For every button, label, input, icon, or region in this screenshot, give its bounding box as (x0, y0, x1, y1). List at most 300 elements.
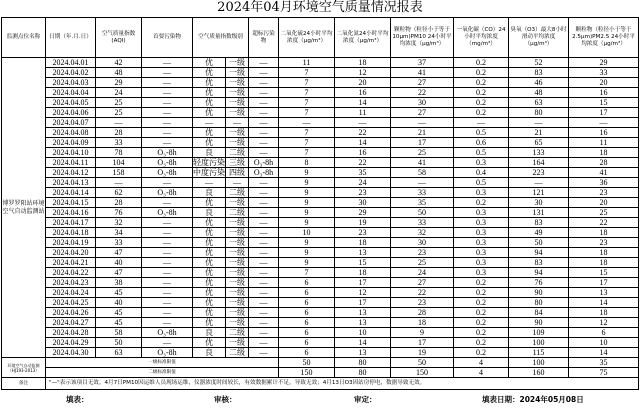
limit-o3-cell: 100 (509, 358, 569, 368)
aqi-cell: 25 (96, 98, 142, 108)
pm25-cell: 29 (569, 58, 639, 68)
no2-cell: 12 (335, 288, 391, 298)
pm25-cell: 28 (569, 158, 639, 168)
primary-pollutant-cell: — (142, 318, 193, 328)
category-cell: 优 (193, 88, 226, 98)
level-cell: 一级 (226, 228, 249, 238)
limit-label-cell: 一级标准限值 (46, 358, 279, 368)
o3-cell: 48 (509, 88, 569, 98)
pm10-cell: 32 (391, 228, 454, 238)
table-row (2, 288, 639, 298)
date-cell: 2024.04.25 (46, 298, 96, 308)
no2-cell: 23 (335, 188, 391, 198)
level-cell: 一级 (226, 68, 249, 78)
date-cell: 2024.04.01 (46, 58, 96, 68)
level-cell: 二级 (226, 148, 249, 158)
o3-cell: 21 (509, 128, 569, 138)
header-level: 空气质量指数级别 (193, 18, 249, 58)
report-table (1, 17, 639, 390)
level-cell: 一级 (226, 268, 249, 278)
category-cell: 良 (193, 208, 226, 218)
o3-cell: 90 (509, 288, 569, 298)
aqi-cell: 24 (96, 88, 142, 98)
category-cell: 优 (193, 248, 226, 258)
so2-cell: 6 (279, 318, 335, 328)
table-row (2, 148, 639, 158)
date-cell: 2024.04.03 (46, 78, 96, 88)
primary-pollutant-cell: — (142, 98, 193, 108)
category-cell: 优 (193, 218, 226, 228)
category-cell: — (193, 178, 226, 188)
primary-pollutant-cell: — (142, 258, 193, 268)
date-cell: 2024.04.10 (46, 148, 96, 158)
pm10-cell: 17 (391, 338, 454, 348)
co-cell: 0.2 (454, 108, 509, 118)
exceed-cell: — (249, 198, 279, 208)
o3-cell: 84 (509, 308, 569, 318)
co-cell: 0.2 (454, 288, 509, 298)
date-cell: 2024.04.30 (46, 348, 96, 358)
pm10-cell: 58 (391, 168, 454, 178)
o3-cell: 90 (509, 318, 569, 328)
so2-cell: 6 (279, 278, 335, 288)
reviewed-by-label: 审核： (214, 395, 237, 404)
level-cell: 一级 (226, 108, 249, 118)
co-cell: 0.3 (454, 158, 509, 168)
date-cell: 2024.04.22 (46, 268, 96, 278)
exceed-cell: — (249, 248, 279, 258)
level-cell: 一级 (226, 138, 249, 148)
primary-pollutant-cell: — (142, 78, 193, 88)
primary-pollutant-cell: — (142, 308, 193, 318)
o3-cell: — (509, 178, 569, 188)
aqi-cell: 28 (96, 128, 142, 138)
pm25-cell: 41 (569, 168, 639, 178)
pm25-cell: 16 (569, 128, 639, 138)
category-cell: 优 (193, 258, 226, 268)
pm25-cell: 6 (569, 328, 639, 338)
primary-pollutant-cell: — (142, 218, 193, 228)
exceed-cell: O₃-8h (249, 168, 279, 178)
so2-cell: 6 (279, 288, 335, 298)
aqi-cell: 32 (96, 218, 142, 228)
category-cell: 优 (193, 68, 226, 78)
exceed-cell: — (249, 308, 279, 318)
category-cell: 优 (193, 308, 226, 318)
level-cell: 一级 (226, 58, 249, 68)
pm10-cell: 33 (391, 188, 454, 198)
o3-cell: 83 (509, 258, 569, 268)
so2-cell: 9 (279, 198, 335, 208)
pm25-cell: 17 (569, 278, 639, 288)
no2-cell: 22 (335, 128, 391, 138)
exceed-cell: — (249, 268, 279, 278)
category-cell: 良 (193, 148, 226, 158)
category-cell: 优 (193, 98, 226, 108)
table-row (2, 88, 639, 98)
pm25-cell: 18 (569, 148, 639, 158)
no2-cell: 15 (335, 258, 391, 268)
o3-cell: 50 (509, 238, 569, 248)
date-cell: 2024.04.07 (46, 118, 96, 128)
category-cell: 优 (193, 58, 226, 68)
level-cell: 一级 (226, 238, 249, 248)
date-cell: 2024.04.09 (46, 138, 96, 148)
pm10-cell: 50 (391, 208, 454, 218)
co-cell: 0.6 (454, 138, 509, 148)
o3-cell: 94 (509, 268, 569, 278)
no2-cell: 23 (335, 228, 391, 238)
level-cell: 一级 (226, 308, 249, 318)
level-cell: 一级 (226, 78, 249, 88)
fill-by (66, 395, 89, 405)
pm25-cell: — (569, 118, 639, 128)
pm10-cell: 30 (391, 98, 454, 108)
exceed-cell: — (249, 258, 279, 268)
pm25-cell: 23 (569, 188, 639, 198)
primary-pollutant-cell: — (142, 198, 193, 208)
primary-pollutant-cell: O₃-8h (142, 188, 193, 198)
table-row (2, 98, 639, 108)
so2-cell: 6 (279, 338, 335, 348)
header-co: 一氧化碳（CO）24小时平均浓度（mg/m³） (454, 18, 509, 58)
pm25-cell: 25 (569, 208, 639, 218)
exceed-cell: — (249, 148, 279, 158)
fill-date-label: 填表日期： (482, 395, 520, 404)
aqi-cell: — (96, 178, 142, 188)
o3-cell: 46 (509, 78, 569, 88)
exceed-cell: — (249, 88, 279, 98)
co-cell: 0.5 (454, 178, 509, 188)
o3-cell: 65 (509, 138, 569, 148)
no2-cell: 18 (335, 58, 391, 68)
aqi-cell: 62 (96, 188, 142, 198)
o3-cell: 133 (509, 148, 569, 158)
level-cell: 一级 (226, 128, 249, 138)
no2-cell: 16 (335, 88, 391, 98)
pm10-cell: 25 (391, 148, 454, 158)
co-cell: 0.2 (454, 328, 509, 338)
table-row (2, 248, 639, 258)
pm25-cell: 13 (569, 288, 639, 298)
pm10-cell: 27 (391, 78, 454, 88)
no2-cell: 35 (335, 168, 391, 178)
pm10-cell: 22 (391, 88, 454, 98)
fill-date-value: 2024年05月08日 (519, 395, 584, 404)
no2-cell: 11 (335, 108, 391, 118)
aqi-cell: 104 (96, 158, 142, 168)
aqi-cell: 50 (96, 338, 142, 348)
limit-co-cell: 4 (454, 368, 509, 378)
aqi-cell: 25 (96, 108, 142, 118)
primary-pollutant-cell: — (142, 288, 193, 298)
exceed-cell: — (249, 128, 279, 138)
exceed-cell: — (249, 188, 279, 198)
page-title: 2024年04月环境空气质量情况报表 (217, 0, 423, 15)
pm25-cell: 15 (569, 268, 639, 278)
so2-cell: 6 (279, 308, 335, 318)
pm10-cell: 23 (391, 248, 454, 258)
category-cell: 轻度污染 (193, 158, 225, 167)
o3-cell: 100 (509, 338, 569, 348)
aqi-cell: — (96, 118, 142, 128)
aqi-cell: 40 (96, 298, 142, 308)
o3-cell: 30 (509, 198, 569, 208)
remark-label: 备注 (2, 378, 46, 390)
exceed-cell: — (249, 208, 279, 218)
pm25-cell: 12 (569, 318, 639, 328)
table-row (2, 118, 639, 128)
co-cell: 0.3 (454, 238, 509, 248)
pm10-cell: 33 (391, 218, 454, 228)
pm25-cell: 33 (569, 68, 639, 78)
so2-cell: 7 (279, 138, 335, 148)
pm25-cell: 17 (569, 108, 639, 118)
pm25-cell: 18 (569, 258, 639, 268)
pm10-cell: 28 (391, 308, 454, 318)
exceed-cell: — (249, 138, 279, 148)
exceed-cell: — (249, 218, 279, 228)
so2-cell: 7 (279, 68, 335, 78)
limit-pm10-cell: 50 (391, 358, 454, 368)
fill-date (482, 395, 584, 405)
table-row (2, 268, 639, 278)
no2-cell: 14 (335, 138, 391, 148)
o3-cell: 109 (509, 328, 569, 338)
aqi-cell: 42 (96, 58, 142, 68)
pm10-cell: 27 (391, 108, 454, 118)
date-cell: 2024.04.11 (46, 158, 96, 168)
level-cell: 一级 (226, 198, 249, 208)
primary-pollutant-cell: — (142, 248, 193, 258)
so2-cell: 7 (279, 88, 335, 98)
aqi-cell: 76 (96, 208, 142, 218)
level-cell: 一级 (226, 258, 249, 268)
pm25-cell: 14 (569, 298, 639, 308)
aqi-cell: 33 (96, 138, 142, 148)
o3-cell: 94 (509, 248, 569, 258)
pm10-cell: 22 (391, 288, 454, 298)
exceed-cell: O₃-8h (249, 158, 279, 168)
exceed-cell: — (249, 318, 279, 328)
no2-cell: 17 (335, 278, 391, 288)
category-cell: 优 (193, 318, 226, 328)
level-cell: 一级 (226, 338, 249, 348)
primary-pollutant-cell: — (142, 128, 193, 138)
no2-cell: 29 (335, 208, 391, 218)
aqi-cell: 33 (96, 238, 142, 248)
co-cell: 0.3 (454, 218, 509, 228)
limit-so2-cell: 150 (279, 368, 335, 378)
table-row (2, 68, 639, 78)
exceed-cell: — (249, 178, 279, 188)
o3-cell: 76 (509, 278, 569, 288)
so2-cell: 9 (279, 248, 335, 258)
site-name-cell: 博罗罗阳站环境空气自动监测站 (2, 58, 46, 358)
pm10-cell: 30 (391, 238, 454, 248)
level-cell: 一级 (226, 278, 249, 288)
pm25-cell: 14 (569, 348, 639, 358)
aqi-cell: 28 (96, 198, 142, 208)
category-cell: 优 (193, 238, 226, 248)
pm25-cell: 36 (569, 178, 639, 188)
no2-cell: 10 (335, 328, 391, 338)
pm10-cell: 37 (391, 58, 454, 68)
co-cell: 0.2 (454, 198, 509, 208)
no2-cell: 19 (335, 218, 391, 228)
so2-cell: 7 (279, 78, 335, 88)
level-cell: 一级 (226, 248, 249, 258)
o3-cell: 131 (509, 208, 569, 218)
exceed-cell: — (249, 238, 279, 248)
table-row (2, 228, 639, 238)
level-cell: — (226, 118, 249, 128)
exceed-cell: — (249, 288, 279, 298)
limit-o3-cell: 160 (509, 368, 569, 378)
co-cell: 0.2 (454, 68, 509, 78)
date-cell: 2024.04.26 (46, 308, 96, 318)
exceed-cell: — (249, 68, 279, 78)
table-row (2, 278, 639, 288)
so2-cell: 9 (279, 178, 335, 188)
table-row (2, 258, 639, 268)
o3-cell: — (509, 118, 569, 128)
pm10-cell: 17 (391, 138, 454, 148)
level-cell: 二级 (226, 348, 249, 358)
level-cell: 二级 (226, 188, 249, 198)
table-row (2, 208, 639, 218)
primary-pollutant-cell: — (142, 238, 193, 248)
date-cell: 2024.04.06 (46, 108, 96, 118)
so2-cell: 7 (279, 148, 335, 158)
limit-co-cell: 4 (454, 358, 509, 368)
pm25-cell: 20 (569, 78, 639, 88)
o3-cell: 83 (509, 218, 569, 228)
pm25-cell: 10 (569, 338, 639, 348)
primary-pollutant-cell: — (142, 68, 193, 78)
date-cell: 2024.04.05 (46, 98, 96, 108)
table-row (2, 218, 639, 228)
limit-level2-row (2, 368, 639, 378)
aqi-cell: 38 (96, 278, 142, 288)
date-cell: 2024.04.08 (46, 128, 96, 138)
aqi-cell: 40 (96, 258, 142, 268)
co-cell: 0.2 (454, 338, 509, 348)
level-cell: 二级 (226, 208, 249, 218)
category-cell: 优 (193, 198, 226, 208)
pm10-cell: 9 (391, 328, 454, 338)
primary-pollutant-cell: — (142, 278, 193, 288)
no2-cell: 13 (335, 248, 391, 258)
header-date: 日期（年.月.日） (46, 18, 96, 58)
date-cell: 2024.04.21 (46, 258, 96, 268)
so2-cell: 9 (279, 218, 335, 228)
level-cell: 一级 (226, 288, 249, 298)
exceed-cell: — (249, 58, 279, 68)
table-row (2, 58, 639, 68)
approved-by-label: 审定： (354, 395, 377, 404)
so2-cell: 6 (279, 298, 335, 308)
exceed-cell: — (249, 108, 279, 118)
category-cell: 优 (193, 138, 226, 148)
o3-cell: 52 (509, 58, 569, 68)
remark-row (2, 378, 639, 390)
pm10-cell: 19 (391, 348, 454, 358)
pm10-cell: 27 (391, 278, 454, 288)
table-row (2, 138, 639, 148)
category-cell: 优 (193, 288, 226, 298)
no2-cell: 14 (335, 338, 391, 348)
date-cell: 2024.04.16 (46, 208, 96, 218)
so2-cell: 9 (279, 208, 335, 218)
o3-cell: 223 (509, 168, 569, 178)
table-row (2, 328, 639, 338)
fill-by-label: 填表： (66, 395, 89, 404)
no2-cell: 13 (335, 348, 391, 358)
table-row (2, 348, 639, 358)
exceed-cell: — (249, 78, 279, 88)
o3-cell: 49 (509, 228, 569, 238)
co-cell: 0.5 (454, 148, 509, 158)
table-row (2, 198, 639, 208)
level-cell: 四级 (226, 168, 249, 178)
o3-cell: 63 (509, 98, 569, 108)
date-cell: 2024.04.04 (46, 88, 96, 98)
table-row (2, 178, 639, 188)
primary-pollutant-cell: — (142, 178, 193, 188)
primary-pollutant-cell: — (142, 228, 193, 238)
table-row (2, 158, 639, 168)
pm10-cell: 23 (391, 298, 454, 308)
standard-note-cell: 环境空气自动监测（HJ193-2013） (2, 358, 46, 378)
pm25-cell: 18 (569, 248, 639, 258)
so2-cell: 7 (279, 98, 335, 108)
so2-cell: — (279, 118, 335, 128)
approved-by (354, 395, 377, 405)
co-cell: 0.4 (454, 168, 509, 178)
co-cell: 0.2 (454, 58, 509, 68)
date-cell: 2024.04.27 (46, 318, 96, 328)
category-cell: 优 (193, 228, 226, 238)
date-cell: 2024.04.23 (46, 278, 96, 288)
header-pm25: 颗粒物（粒径小于等于2.5μm)PM2.5 24小时平均浓度（μg/m³） (569, 18, 639, 58)
no2-cell: 20 (335, 78, 391, 88)
date-cell: 2024.04.19 (46, 238, 96, 248)
date-cell: 2024.04.02 (46, 68, 96, 78)
o3-cell: 164 (509, 158, 569, 168)
pm10-cell: 41 (391, 68, 454, 78)
table-body (2, 18, 639, 390)
header-aqi: 空气质量指数(AQI) (96, 18, 142, 58)
pm25-cell: 20 (569, 198, 639, 208)
category-cell: 良 (193, 328, 226, 338)
co-cell: 0.3 (454, 208, 509, 218)
o3-cell: 121 (509, 188, 569, 198)
pm25-cell: 23 (569, 238, 639, 248)
aqi-cell: 158 (96, 168, 142, 178)
level-cell: — (226, 178, 249, 188)
table-row (2, 78, 639, 88)
exceed-cell: — (249, 278, 279, 288)
no2-cell: 12 (335, 68, 391, 78)
co-cell: 0.2 (454, 298, 509, 308)
so2-cell: 6 (279, 348, 335, 358)
primary-pollutant-cell: — (142, 138, 193, 148)
aqi-cell: 47 (96, 268, 142, 278)
primary-pollutant-cell: O₃-8h (142, 348, 193, 358)
table-row (2, 338, 639, 348)
limit-no2-cell: 80 (335, 368, 391, 378)
